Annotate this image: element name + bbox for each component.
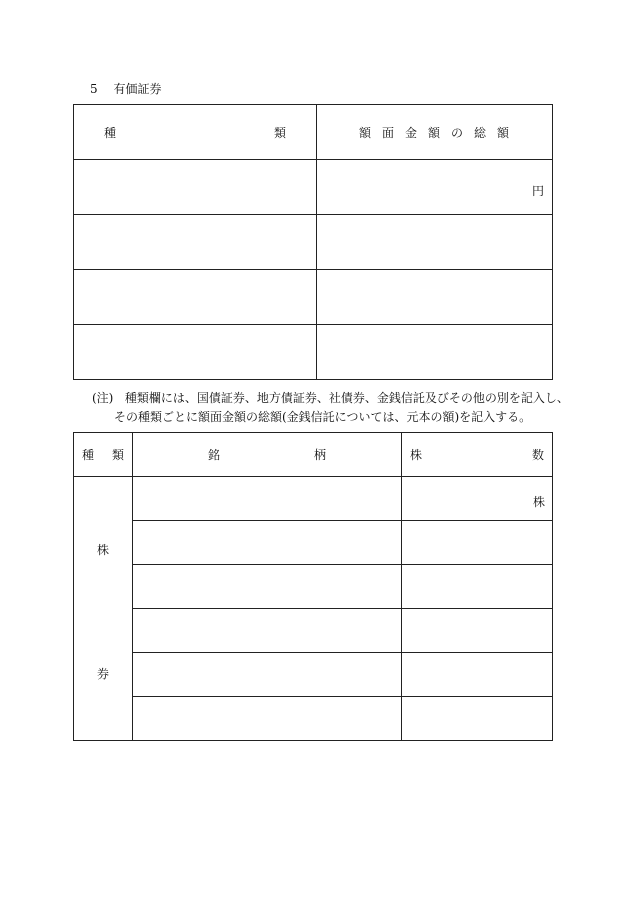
table-row <box>74 477 553 521</box>
kind-cell[interactable] <box>74 270 317 325</box>
shares-unit: 株 <box>532 495 545 509</box>
kind-cell[interactable] <box>74 325 317 380</box>
stock-label-top: 株 <box>96 543 109 557</box>
table-row <box>74 521 553 565</box>
stocks-header-row <box>74 433 553 477</box>
kind-header: 種 類 <box>74 433 133 477</box>
kind-cell[interactable] <box>74 215 317 270</box>
note-label: (注) <box>92 391 114 405</box>
brand-cell[interactable] <box>133 653 402 697</box>
shares-cell[interactable] <box>402 477 553 521</box>
brand-header: 銘 柄 <box>133 433 402 477</box>
table-row <box>74 215 553 270</box>
section-title <box>90 80 161 97</box>
yen-unit: 円 <box>531 184 544 198</box>
table-row <box>74 697 553 741</box>
shares-cell[interactable] <box>402 609 553 653</box>
amount-header: 額面金額の総額 <box>317 105 553 160</box>
table-row <box>74 653 553 697</box>
brand-cell[interactable] <box>133 477 402 521</box>
brand-cell[interactable] <box>133 609 402 653</box>
note-line-1: 種類欄には、国債証券、地方債証券、社債券、金銭信託及びその他の別を記入し、 <box>124 391 569 405</box>
securities-header-row <box>74 105 553 160</box>
section-title-text: 有価証券 <box>113 82 162 96</box>
table-row <box>74 609 553 653</box>
amount-cell[interactable] <box>317 270 553 325</box>
note-line-2: その種類ごとに額面金額の総額(金銭信託については、元本の額)を記入する。 <box>114 410 532 424</box>
shares-cell[interactable] <box>402 653 553 697</box>
kind-header: 種 類 <box>74 105 317 160</box>
amount-cell[interactable] <box>317 160 553 215</box>
table-row <box>74 270 553 325</box>
amount-cell[interactable] <box>317 325 553 380</box>
shares-cell[interactable] <box>402 697 553 741</box>
amount-cell[interactable] <box>317 215 553 270</box>
stocks-table <box>73 432 553 741</box>
brand-cell[interactable] <box>133 697 402 741</box>
securities-table <box>73 104 553 380</box>
table-row <box>74 565 553 609</box>
brand-cell[interactable] <box>133 521 402 565</box>
kind-cell[interactable] <box>74 160 317 215</box>
brand-cell[interactable] <box>133 565 402 609</box>
table-row <box>74 160 553 215</box>
shares-cell[interactable] <box>402 565 553 609</box>
shares-cell[interactable] <box>402 521 553 565</box>
shares-header: 株 数 <box>402 433 553 477</box>
section-number: 5 <box>90 82 98 96</box>
note <box>92 389 569 427</box>
stock-kind-cell <box>74 477 133 741</box>
stock-label-bottom: 券 <box>96 667 109 681</box>
table-row <box>74 325 553 380</box>
